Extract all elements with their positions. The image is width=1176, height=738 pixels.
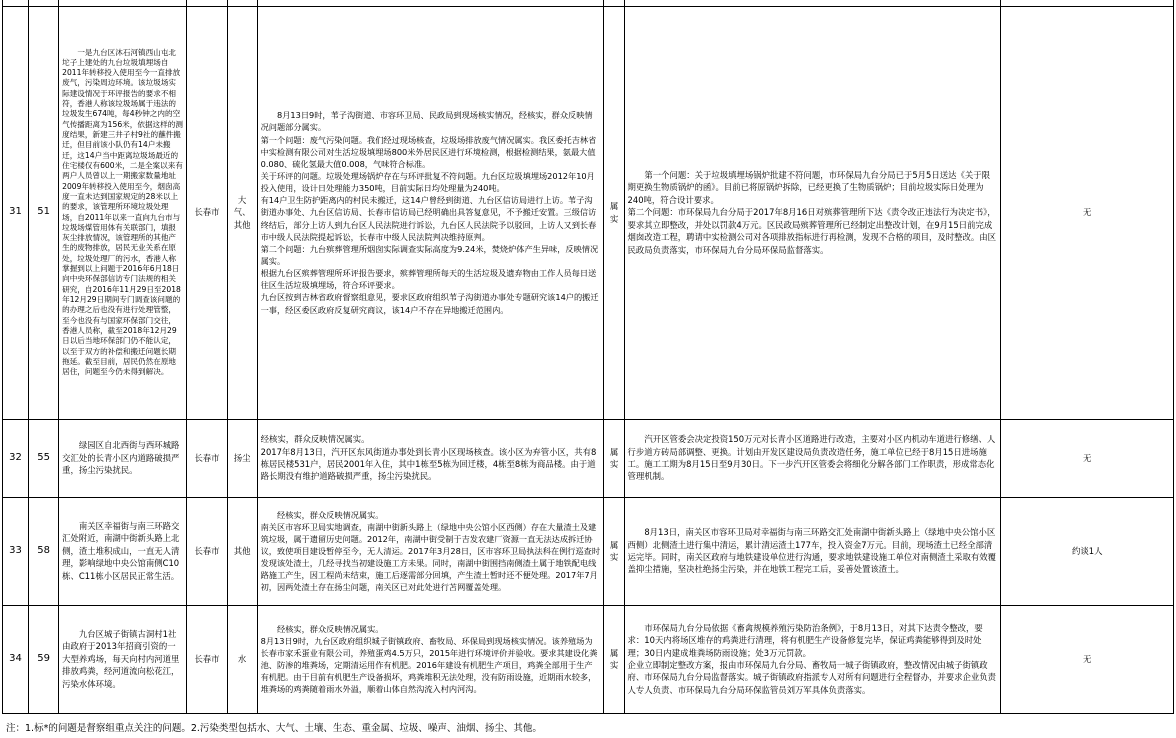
issue-description-cell: 南关区幸福街与南三环路交汇处附近，南湖中街新头路上北侧，渣土堆积成山，一直无人清理，影响绿地中央公馆南侧C10栋、C11栋小区居民正常生活。 (59, 497, 187, 605)
city-cell: 长春市 (187, 497, 227, 605)
case-number-cell: 51 (29, 6, 59, 419)
verification-cell: 经核实，群众反映情况属实。 南关区市容环卫局实地调查，南湖中街新头路上（绿地中央公馆小区西侧）存在大量渣土及建筑垃圾，属于遗留历史问题。2012年，南湖中街受制于吉发农建厂资源一直无法达成拆迁协议，致使项目建设暂停至今，无人清运。2017年3月28日，区市容环卫局执法科在例行巡查时发现该处渣土，几经寻找当初建设施工方未果。同时，南湖中街围挡南侧渣土属于地铁配电线路施工产生，因工程尚未结束，施工后逐需部分回填，产生渣土暂时还不便处理。2017年7月初，因两处渣土存在扬尘问题，南关区已对此处进行苫网覆盖处理。 (257, 497, 604, 605)
footer-note: 注：1.标*的问题是督察组重点关注的问题。2.污染类型包括水、大气、土壤、生态、重金属、垃圾、噪声、油烟、扬尘、其他。 (6, 723, 542, 734)
issue-description-cell: 九台区城子街镇古洞村1社由政府于2013年招商引资的一大型养鸡场，每天向村内河道里排放鸡粪，经河道流向松花江，污染水体环境。 (59, 605, 187, 713)
pollution-type-cell: 水 (227, 605, 257, 713)
rectification-cell: 第一个问题：关于垃圾填埋场锅炉批建不符问题，市环保局九台分局已于5月5日送达《关于限期更换生物质锅炉的函》。目前已将原锅炉拆除，已经更换了生物质锅炉；目前垃圾实际日处理为240吨，符合设计要求。 第二个问题：市环保局九台分局于2017年8月16日对殡葬管理所下达《责令改正违法行为决定书》，要求其立即整改，并处以罚款4万元。区民政局殡葬管理所已经制定出整改计划，在9月15日前完成烟囱改造工程，聘请中实检测公司对各项排放指标进行再检测，发现不合格的项目，及时整改。由区民政局负责落实，市环保局九台分局环保局监督落实。 (624, 6, 1001, 419)
verification-cell: 8月13日9时，苇子沟街道、市容环卫局、民政局到现场核实情况，经核实，群众反映情况问题部分属实。 第一个问题：废气污染问题。我们经过现场核查，垃圾场排放废气情况属实。我区委托吉林省中实检测有限公司对生活垃圾填埋场800米外居民区进行环境检测，根据检测结果，氨最大值0.080、硫化氢最大值0.008，气味符合标准。 关于环评的问题。垃圾处理场锅炉存在与环评批复不符问题。九台区垃圾填埋场2012年10月投入使用，设计日处理能力350吨，目前实际日均处理量为240吨。 有14户卫生防护距离内的村民未搬迁，这14户曾经到街道、九台区信访局进行上访。苇子沟街道办事处、九台区信访局、长春市信访局已经明确出具答复意见，不予搬迁安置。三级信访终结后，部分上访人到九台区人民法院进行诉讼，九台区人民法院予以驳回，上访人又到长春市中级人民法院提起诉讼，长春市中级人民法院判决维持原判。 第二个问题：九台殡葬管理所烟囱实际调查实际高度为9.24米，焚烧炉体产生异味，反映情况属实。 根据九台区殡葬管理所环评报告要求，殡葬管理所每天的生活垃圾及遗弃物由工作人员每日送往区生活垃圾填埋场，符合环评要求。 九台区按到吉林省政府督察组意见，要求区政府组织苇子沟街道办事处专题研究该14户的搬迁一事，经区委区政府反复研究商议，该14户不存在异地搬迁范围内。 (257, 6, 604, 419)
pollution-type-cell: 其他 (227, 497, 257, 605)
rectification-cell: 8月13日，南关区市容环卫局对幸福街与南三环路交汇处南湖中街新头路上（绿地中央公馆小区西侧）北侧渣土进行集中清运，累计清运渣土177车，投入资金7万元。目前，现场渣土已经全部清运完毕。同时，南关区政府与地铁建设单位进行沟通，要求地铁建设施工单位对南侧渣土采取有效覆盖抑尘措施，坚决杜绝扬尘污染，并在地铁工程完工后，妥善处置该渣土。 (624, 497, 1001, 605)
table-row (3, 6, 1174, 419)
accountability-cell: 无 (1001, 605, 1174, 713)
city-cell: 长春市 (187, 6, 227, 419)
accountability-cell: 约谈1人 (1001, 497, 1174, 605)
result-cell: 属实 (604, 605, 624, 713)
verification-cell: 经核实，群众反映情况属实。 2017年8月13日，汽开区东风街道办事处到长青小区现场核查。该小区为弃管小区，共有8栋居民楼531户，居民2001年入住，其中1栋至5栋为回迁楼，4栋至8栋为商品楼。由于道路长期没有维护道路破损严重，扬尘污染扰民。 (257, 419, 604, 497)
case-table-sheet (2, 0, 1174, 714)
city-cell: 长春市 (187, 419, 227, 497)
city-cell: 长春市 (187, 605, 227, 713)
seq-cell: 31 (3, 6, 29, 419)
issue-description-cell: 一是九台区沐石河镇西山屯北坨子上建处的九台垃圾填埋场自2011年转移投入使用至今一直排放废气，污染周边环境。该垃圾场实际建设情况于环评报告的要求不相符，香港人称该垃圾场属于违法的垃圾发生674吨，每4秒钟之内的空气传播距离为156米，依据这样的测度结果，新建三井子村9社的蘸件搬迁，但目前该小队仍有14户未搬迁，这14户当中距离垃圾场最近的住宅楼仅有600米，二是全案以来有两户人员曾以上一期搬家数量地址2009年转移投入使用至今，烟囱高度一直未达到国家规定的28米以上的要求，该管理所环境垃圾处理场，自2011年以来一直向九台市与垃圾场煤管用体有关联部门，填报灰尘排放情况，该管理所的其他产生的废物排放，居民无业关系在原处，垃圾处理厂的污水，香港人称掌握到以上问题于2016年6月18日向中央环保部信访专门法规的相关研究，自2016年11月29日至2018年12月29日期间专门调查该问题的的办理之后也没有进行处理管整，至今也没有与国家环保部门交往，香港人员称，截至2018年12月29日以后当地环保部门仍不能认定，以至于双方的补偿和搬迁问题长期拖延。截至目前，居民仍然在原地居住，问题至今仍未得到解决。 (59, 6, 187, 419)
case-number-cell: 55 (29, 419, 59, 497)
verification-cell: 经核实，群众反映情况属实。 8月13日9时，九台区政府组织城子街镇政府、畜牧局、环保局到现场核实情况。该养殖场为长春市家禾蛋业有限公司，养殖蛋鸡4.5万只，2015年进行环境评价并验收。要求其建设化粪池、防渗的堆粪场，定期清运用作有机肥。2016年建设有机肥生产项目，鸡粪全部用于生产有机肥。由于目前有机肥生产设备损坏，鸡粪堆积无法处理，没有防雨设施，近期雨水较多，堆粪场的鸡粪随着雨水外溢，顺着山体自然沟流入村内河沟。 (257, 605, 604, 713)
pollution-type-cell: 大气、其他 (227, 6, 257, 419)
seq-cell: 32 (3, 419, 29, 497)
rectification-cell: 汽开区管委会决定投资150万元对长青小区道路进行改造，主要对小区内机动车道进行修缮、人行步道方砖局部调整、更换。计划由开发区建设局负责改造任务，施工单位已经于8月15日进场施工。施工工期为8月15日至9月30日。下一步汽开区管委会将细化分解各部门工作职责，形成常态化管理机制。 (624, 419, 1001, 497)
rectification-cell: 市环保局九台分局依据《畜禽规模养殖污染防治条例》，于8月13日，对其下达责令整改，要求：10天内将场区堆存的鸡粪进行清理，将有机肥生产设备修复完毕，保证鸡粪能够得到及时处理；30日内建成堆粪场防雨设施；处3万元罚款。 企业立即制定整改方案，报由市环保局九台分局、畜牧局一城子街镇政府，整改情况由城子街镇政府、市环保局九台分局监督落实。城子街镇政府指派专人对所有问题进行全程督办，并要求企业负责人专人负责、市环保局九台分局环保监管员刘万军具体负责落实。 (624, 605, 1001, 713)
case-number-cell: 59 (29, 605, 59, 713)
table-row (3, 605, 1174, 713)
table-row (3, 419, 1174, 497)
issue-description-cell: 绿园区自北西街与西环城路交汇处的长青小区内道路破损严重，扬尘污染扰民。 (59, 419, 187, 497)
table-row (3, 497, 1174, 605)
seq-cell: 34 (3, 605, 29, 713)
accountability-cell: 无 (1001, 419, 1174, 497)
result-cell: 属实 (604, 6, 624, 419)
case-table (2, 0, 1174, 714)
case-number-cell: 58 (29, 497, 59, 605)
pollution-type-cell: 扬尘 (227, 419, 257, 497)
seq-cell: 33 (3, 497, 29, 605)
result-cell: 属实 (604, 497, 624, 605)
accountability-cell: 无 (1001, 6, 1174, 419)
result-cell: 属实 (604, 419, 624, 497)
